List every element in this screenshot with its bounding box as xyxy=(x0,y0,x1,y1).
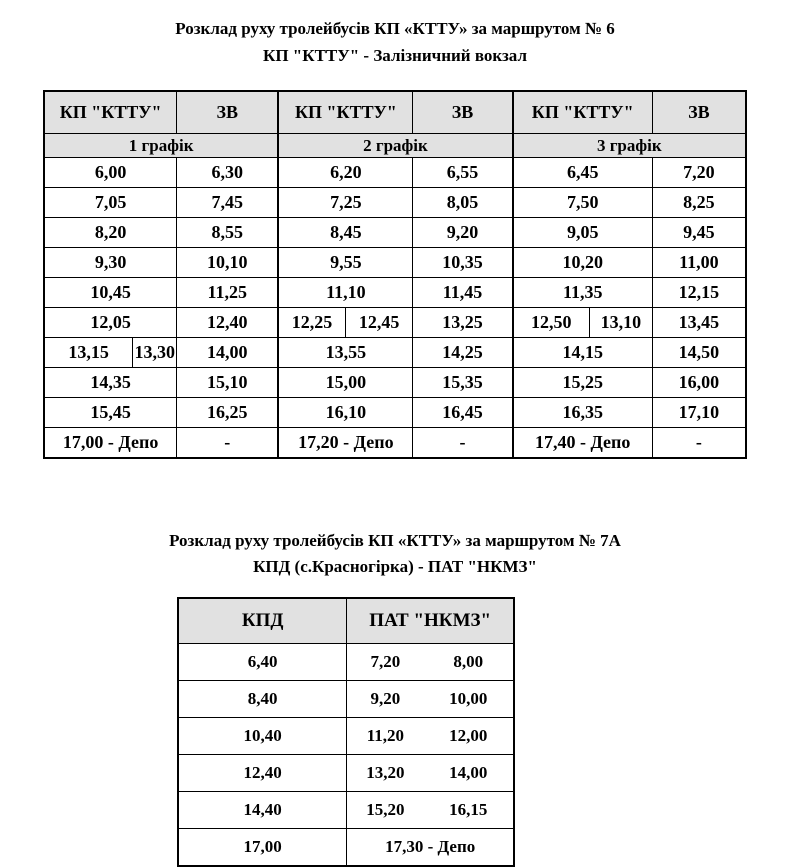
time-cell: 16,10 xyxy=(278,398,413,428)
route7a-timetable xyxy=(177,597,515,867)
time-cell: 13,45 xyxy=(652,308,746,338)
time-cell: 14,15 xyxy=(513,338,653,368)
table-row xyxy=(44,428,746,459)
time-cell: 6,00 xyxy=(44,158,177,188)
time-cell: 13,55 xyxy=(278,338,413,368)
time-cell: 16,45 xyxy=(413,398,513,428)
time-cell: - xyxy=(652,428,746,459)
time-cell: 11,20 xyxy=(347,718,424,755)
time-cell: 17,00 xyxy=(178,829,347,867)
time-cell: 10,20 xyxy=(513,248,653,278)
time-cell: 12,25 xyxy=(278,308,345,338)
time-cell: 10,40 xyxy=(178,718,347,755)
time-cell: 14,40 xyxy=(178,792,347,829)
time-cell: 15,35 xyxy=(413,368,513,398)
time-cell: 10,45 xyxy=(44,278,177,308)
time-cell: 16,35 xyxy=(513,398,653,428)
header-cell: ПАТ "НКМЗ" xyxy=(347,598,514,644)
time-cell: 14,35 xyxy=(44,368,177,398)
table-row xyxy=(44,218,746,248)
time-cell: 8,25 xyxy=(652,188,746,218)
time-cell: 16,15 xyxy=(423,792,514,829)
header-cell: КП "КТТУ" xyxy=(513,91,653,134)
time-cell: 7,20 xyxy=(652,158,746,188)
table-row xyxy=(44,368,746,398)
time-cell: 11,25 xyxy=(177,278,279,308)
schedule-label: 2 графік xyxy=(278,134,512,158)
time-cell: 8,45 xyxy=(278,218,413,248)
time-cell: 12,45 xyxy=(345,308,413,338)
time-cell: 8,55 xyxy=(177,218,279,248)
time-cell: 6,55 xyxy=(413,158,513,188)
time-cell: 11,35 xyxy=(513,278,653,308)
time-cell: 14,00 xyxy=(423,755,514,792)
time-cell: 15,00 xyxy=(278,368,413,398)
time-cell: 17,00 - Депо xyxy=(44,428,177,459)
time-cell: 17,40 - Депо xyxy=(513,428,653,459)
time-cell: 7,25 xyxy=(278,188,413,218)
time-cell: 11,00 xyxy=(652,248,746,278)
header-cell: КП "КТТУ" xyxy=(44,91,177,134)
time-cell: 7,50 xyxy=(513,188,653,218)
time-cell: 7,20 xyxy=(347,644,424,681)
time-cell: 12,40 xyxy=(178,755,347,792)
route6-title: Розклад руху тролейбусів КП «КТТУ» за маршрутом № 6 xyxy=(175,19,615,38)
time-cell: 15,25 xyxy=(513,368,653,398)
time-cell: 16,00 xyxy=(652,368,746,398)
time-cell: 7,05 xyxy=(44,188,177,218)
table-row xyxy=(44,248,746,278)
time-cell: 6,45 xyxy=(513,158,653,188)
time-cell: 15,45 xyxy=(44,398,177,428)
time-cell: 9,30 xyxy=(44,248,177,278)
header-cell: ЗВ xyxy=(652,91,746,134)
header-row xyxy=(44,91,746,134)
time-cell: 13,20 xyxy=(347,755,424,792)
time-cell: 17,10 xyxy=(652,398,746,428)
time-cell: 10,35 xyxy=(413,248,513,278)
time-cell: 14,50 xyxy=(652,338,746,368)
time-cell: 8,20 xyxy=(44,218,177,248)
time-cell: 12,15 xyxy=(652,278,746,308)
route6-subtitle: КП "КТТУ" - Залізничний вокзал xyxy=(263,46,527,65)
time-cell: 9,20 xyxy=(347,681,424,718)
table-row xyxy=(44,188,746,218)
time-cell: 14,25 xyxy=(413,338,513,368)
time-cell: 11,45 xyxy=(413,278,513,308)
time-cell: 12,00 xyxy=(423,718,514,755)
table-row xyxy=(178,829,514,867)
table-row xyxy=(44,338,746,368)
time-cell: 13,30 xyxy=(133,338,177,368)
time-cell: 6,20 xyxy=(278,158,413,188)
time-cell: 6,40 xyxy=(178,644,347,681)
table-row xyxy=(178,718,514,755)
time-cell: 12,40 xyxy=(177,308,279,338)
time-cell: 12,50 xyxy=(513,308,590,338)
header-cell: ЗВ xyxy=(177,91,279,134)
time-cell: 13,25 xyxy=(413,308,513,338)
table-row xyxy=(178,681,514,718)
time-cell: 9,05 xyxy=(513,218,653,248)
schedule-row xyxy=(44,134,746,158)
time-cell: 13,10 xyxy=(589,308,652,338)
time-cell: - xyxy=(413,428,513,459)
table-row xyxy=(178,644,514,681)
time-cell: 15,20 xyxy=(347,792,424,829)
time-cell: 11,10 xyxy=(278,278,413,308)
time-cell: 8,40 xyxy=(178,681,347,718)
time-cell: 9,55 xyxy=(278,248,413,278)
table-row xyxy=(44,308,746,338)
time-cell: 17,30 - Депо xyxy=(347,829,514,867)
time-cell: 15,10 xyxy=(177,368,279,398)
time-cell: 10,00 xyxy=(423,681,514,718)
time-cell: 13,15 xyxy=(44,338,133,368)
table-row xyxy=(44,278,746,308)
time-cell: - xyxy=(177,428,279,459)
schedule-label: 3 графік xyxy=(513,134,746,158)
time-cell: 8,05 xyxy=(413,188,513,218)
schedule-label: 1 графік xyxy=(44,134,278,158)
header-cell: КПД xyxy=(178,598,347,644)
header-row xyxy=(178,598,514,644)
header-cell: КП "КТТУ" xyxy=(278,91,413,134)
time-cell: 9,45 xyxy=(652,218,746,248)
route6-timetable xyxy=(43,90,747,459)
time-cell: 9,20 xyxy=(413,218,513,248)
time-cell: 16,25 xyxy=(177,398,279,428)
route7a-subtitle: КПД (с.Красногірка) - ПАТ "НКМЗ" xyxy=(253,557,537,576)
time-cell: 7,45 xyxy=(177,188,279,218)
table-row xyxy=(44,398,746,428)
time-cell: 8,00 xyxy=(423,644,514,681)
time-cell: 14,00 xyxy=(177,338,279,368)
header-cell: ЗВ xyxy=(413,91,513,134)
time-cell: 6,30 xyxy=(177,158,279,188)
route7a-title: Розклад руху тролейбусів КП «КТТУ» за маршрутом № 7А xyxy=(169,531,621,550)
table-row xyxy=(44,158,746,188)
table-row xyxy=(178,755,514,792)
time-cell: 17,20 - Депо xyxy=(278,428,413,459)
time-cell: 10,10 xyxy=(177,248,279,278)
table-row xyxy=(178,792,514,829)
time-cell: 12,05 xyxy=(44,308,177,338)
